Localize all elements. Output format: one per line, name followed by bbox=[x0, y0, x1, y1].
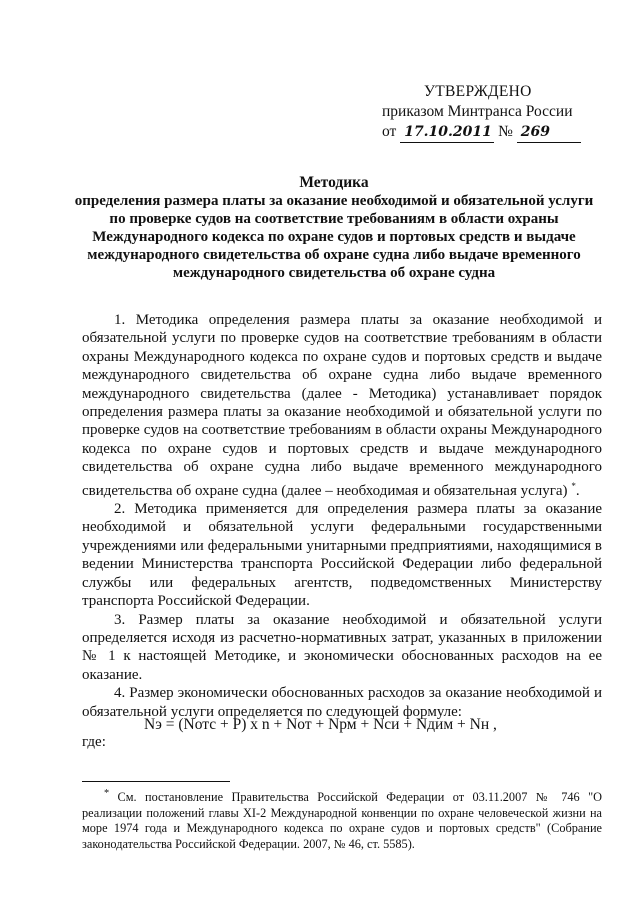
handwritten-date: 17.10.2011 bbox=[400, 122, 494, 143]
cost-formula: Nэ = (Nотс + Р) х n + Nот + Nрм + Nси + Nдим + Nн , bbox=[144, 716, 497, 733]
approval-date-line bbox=[382, 122, 622, 143]
title-line: Международного кодекса по охране судов и портовых средств и выдаче bbox=[92, 229, 576, 245]
approval-title: УТВЕРЖДЕНО bbox=[424, 83, 532, 100]
document-title bbox=[60, 174, 608, 282]
handwritten-number: 269 bbox=[517, 122, 581, 143]
number-prefix: № bbox=[498, 123, 513, 140]
paragraph-3: 3. Размер платы за оказание необходимой и обязательной услуги определяется исходя из расчетно-нормативных затрат, указанных в приложении № 1 к настоящей Методике, и экономически обоснованных расходов на ее оказание. bbox=[82, 611, 602, 683]
title-line: международного свидетельства об охране судна либо выдаче временного bbox=[87, 247, 581, 263]
footnote-mark: * bbox=[104, 788, 110, 799]
title-line: определения размера платы за оказание необходимой и обязательной услуги bbox=[74, 193, 594, 209]
footnote-reference: * bbox=[571, 480, 576, 491]
footnote bbox=[82, 786, 602, 852]
approval-stamp-block bbox=[382, 82, 622, 143]
title-heading: Методика bbox=[299, 174, 369, 191]
paragraph-4: 4. Размер экономически обоснованных расходов за оказание необходимой и обязательной услуги определяется по следующей формуле: bbox=[82, 685, 602, 720]
paragraph-2: 2. Методика применяется для определения размера платы за оказание необходимой и обязательной услуги федеральными государственными учреждениями или федеральными унитарными предприятиями, находящимися в ведении Министерства транспорта Российской Федерации либо федеральной службы или федеральных агентств, подведомственных Министерству транспорта Российской Федерации. bbox=[82, 501, 602, 610]
date-prefix: от bbox=[382, 123, 397, 140]
approval-order-line: приказом Минтранса России bbox=[382, 103, 573, 120]
paragraph-1-text: 1. Методика определения размера платы за оказание необходимой и обязательной услуги по проверке судов на соответствие требованиям в области охраны Международного кодекса по охране судов и портовых средств и выдаче международного свидетельства об охране судна либо выдаче временного международного свидетельства (далее - Методика) устанавливает порядок определения размера платы за оказание необходимой и обязательной услуги по проверке судов на соответствие требованиям в области охраны Международного кодекса по охране судов и портовых средств и выдаче международного свидетельства об охране судна либо выдаче временного международного свидетельства об охране судна (далее – необходимая и обязательная услуга) bbox=[82, 312, 602, 499]
footnote-text: См. постановление Правительства Российской Федерации от 03.11.2007 № 746 "О реализации положений главы XI-2 Международной конвенции по охране человеческой жизни на море 1974 года и Международного кодекса по охране судов и портовых средств" (Собрание законодательства Российской Федерации. 2007, № 46, ст. 5585). bbox=[82, 790, 602, 851]
paragraph-1 bbox=[82, 311, 602, 500]
footnote-text-block bbox=[82, 786, 602, 852]
title-line: по проверке судов на соответствие требованиям в области охраны bbox=[109, 211, 559, 227]
document-body bbox=[82, 311, 602, 721]
paragraph-1-end: . bbox=[575, 482, 580, 499]
where-label: где: bbox=[82, 734, 106, 750]
title-line: международного свидетельства об охране судна bbox=[172, 265, 496, 281]
footnote-divider bbox=[82, 781, 230, 782]
